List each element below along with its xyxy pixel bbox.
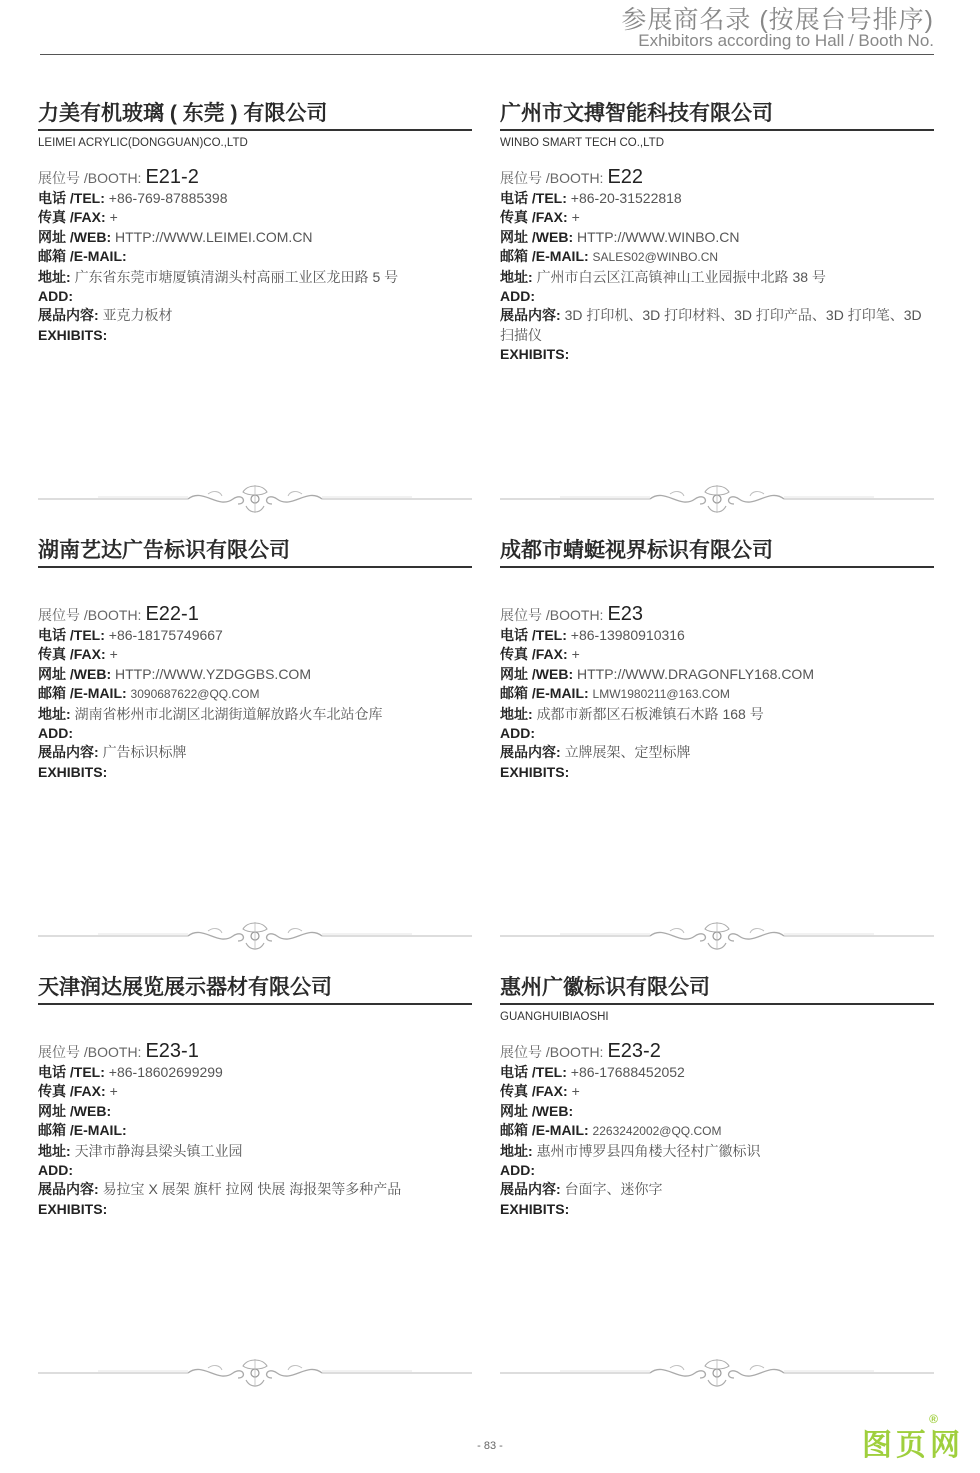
booth-number: E23 (607, 603, 644, 625)
exhibits-value: 立牌展架、定型标牌 (564, 744, 691, 761)
email-row (38, 247, 472, 267)
exhibits-value: 亚克力板材 (102, 307, 173, 324)
exhibits-en-label: EXHIBITS: (500, 1200, 570, 1217)
tel-row (500, 1063, 934, 1082)
ornament-divider-icon (38, 482, 472, 516)
fax-label: 传真 /FAX: (500, 209, 568, 226)
booth-number: E23-2 (607, 1040, 661, 1062)
booth-number: E21-2 (145, 166, 199, 188)
registered-mark: ® (929, 1412, 938, 1426)
fax-label: 传真 /FAX: (38, 646, 106, 663)
web-value: HTTP://WWW.DRAGONFLY168.COM (577, 665, 814, 682)
booth-label: 展位号 /BOOTH: (38, 170, 142, 186)
tel-label: 电话 /TEL: (38, 1064, 105, 1080)
page-number: - 83 - (477, 1440, 503, 1452)
email-value: SALES02@WINBO.CN (592, 250, 719, 265)
address-label: 地址: (38, 1142, 71, 1159)
web-row (500, 228, 934, 247)
exhibits-row (38, 1180, 472, 1199)
address-en-label: ADD: (38, 1162, 73, 1179)
address-en-label: ADD: (38, 725, 73, 742)
exhibits-row (500, 306, 934, 345)
exhibits-en-label: EXHIBITS: (500, 346, 570, 363)
fax-row (500, 645, 934, 664)
email-row (38, 684, 472, 704)
booth-number: E23-1 (145, 1040, 199, 1062)
email-value: 2263242002@QQ.COM (592, 1124, 722, 1139)
email-label: 邮箱 /E-MAIL: (500, 1122, 589, 1139)
company-name-en: GUANGHUIBIAOSHI (500, 1011, 609, 1023)
tel-value: +86-13980910316 (570, 627, 685, 643)
exhibits-row (500, 1180, 934, 1199)
email-label: 邮箱 /E-MAIL: (500, 248, 589, 265)
fax-value: + (109, 646, 118, 663)
address-row (38, 268, 472, 287)
address-value: 成都市新都区石板滩镇石木路 168 号 (536, 705, 764, 722)
exhibits-row (38, 743, 472, 762)
booth-label: 展位号 /BOOTH: (500, 170, 604, 186)
exhibits-en-label: EXHIBITS: (38, 1200, 108, 1217)
ornament-divider-icon (38, 919, 472, 953)
tel-row (500, 626, 934, 645)
web-label: 网址 /WEB: (500, 228, 574, 245)
address-label: 地址: (38, 705, 71, 722)
address-label: 地址: (500, 268, 533, 285)
address-row (38, 705, 472, 724)
fax-label: 传真 /FAX: (38, 1083, 106, 1100)
address-value: 广东省东莞市塘厦镇清湖头村高丽工业区龙田路 5 号 (74, 268, 399, 285)
address-label: 地址: (38, 268, 71, 285)
web-label: 网址 /WEB: (38, 228, 112, 245)
booth-number: E22-1 (145, 603, 199, 625)
email-label: 邮箱 /E-MAIL: (38, 248, 127, 265)
address-row (38, 1142, 472, 1161)
email-value: 3090687622@QQ.COM (130, 687, 260, 702)
header-subtitle: Exhibitors according to Hall / Booth No. (638, 31, 934, 50)
tel-label: 电话 /TEL: (500, 190, 567, 206)
address-label: 地址: (500, 705, 533, 722)
fax-row (38, 1082, 472, 1101)
web-label: 网址 /WEB: (500, 665, 574, 682)
company-name: 成都市蜻蜓视界标识有限公司 (500, 537, 934, 568)
tel-value: +86-17688452052 (570, 1064, 685, 1080)
web-label: 网址 /WEB: (38, 665, 112, 682)
tel-row (38, 189, 472, 208)
web-row (38, 665, 472, 684)
exhibits-value: 3D 打印机、3D 打印材料、3D 打印产品、3D 打印笔、3D 扫描仪 (500, 307, 922, 343)
booth-label: 展位号 /BOOTH: (500, 1044, 604, 1060)
exhibits-label: 展品内容: (500, 744, 561, 761)
tel-label: 电话 /TEL: (500, 1064, 567, 1080)
booth-label: 展位号 /BOOTH: (38, 1044, 142, 1060)
watermark-logo (862, 1412, 964, 1464)
exhibits-label: 展品内容: (38, 1181, 99, 1198)
tel-value: +86-20-31522818 (570, 190, 682, 206)
booth-row (500, 1039, 934, 1063)
exhibitor-card (38, 100, 472, 345)
tel-value: +86-18602699299 (108, 1064, 223, 1080)
ornament-divider-icon (500, 1356, 934, 1390)
web-row (38, 1102, 472, 1121)
exhibits-value: 台面字、迷你字 (564, 1181, 663, 1198)
fax-row (500, 1082, 934, 1101)
address-en-label: ADD: (500, 725, 535, 742)
exhibits-row (500, 743, 934, 762)
tel-label: 电话 /TEL: (500, 627, 567, 643)
address-value: 湖南省彬州市北湖区北湖街道解放路火车北站仓库 (74, 705, 383, 722)
web-label: 网址 /WEB: (500, 1102, 574, 1119)
exhibits-label: 展品内容: (500, 307, 561, 324)
company-name-en: LEIMEI ACRYLIC(DONGGUAN)CO.,LTD (38, 137, 248, 149)
booth-row (500, 602, 934, 626)
exhibitor-card (38, 974, 472, 1219)
address-row (500, 1142, 934, 1161)
company-name: 力美有机玻璃 ( 东莞 ) 有限公司 (38, 100, 472, 131)
exhibits-label: 展品内容: (38, 744, 99, 761)
tel-value: +86-769-87885398 (108, 190, 228, 206)
fax-label: 传真 /FAX: (500, 1083, 568, 1100)
company-name: 天津润达展览展示器材有限公司 (38, 974, 472, 1005)
header-title: 参展商名录 (按展台号排序) (621, 6, 934, 34)
fax-value: + (571, 209, 580, 226)
fax-row (500, 208, 934, 227)
tel-label: 电话 /TEL: (38, 627, 105, 643)
booth-row (38, 602, 472, 626)
tel-value: +86-18175749667 (108, 627, 223, 643)
exhibits-label: 展品内容: (38, 307, 99, 324)
tel-row (500, 189, 934, 208)
email-value: LMW1980211@163.COM (592, 687, 730, 702)
email-row (500, 247, 934, 267)
booth-label: 展位号 /BOOTH: (38, 607, 142, 623)
ornament-divider-icon (38, 1356, 472, 1390)
ornament-divider-icon (500, 482, 934, 516)
company-name: 惠州广徽标识有限公司 (500, 974, 934, 1005)
web-value: HTTP://WWW.LEIMEI.COM.CN (115, 228, 313, 245)
web-row (500, 1102, 934, 1121)
exhibitor-card (500, 537, 934, 782)
fax-value: + (109, 1083, 118, 1100)
fax-label: 传真 /FAX: (38, 209, 106, 226)
company-name-en (38, 1008, 472, 1026)
exhibitor-card (500, 974, 934, 1219)
email-label: 邮箱 /E-MAIL: (38, 685, 127, 702)
address-value: 广州市白云区江高镇神山工业园振中北路 38 号 (536, 268, 826, 285)
fax-label: 传真 /FAX: (500, 646, 568, 663)
exhibits-row (38, 306, 472, 325)
company-name: 广州市文搏智能科技有限公司 (500, 100, 934, 131)
email-row (500, 684, 934, 704)
email-row (500, 1121, 934, 1141)
exhibits-en-label: EXHIBITS: (38, 763, 108, 780)
company-name-en (38, 571, 472, 589)
web-value: HTTP://WWW.YZDGGBS.COM (115, 665, 311, 682)
web-row (500, 665, 934, 684)
address-label: 地址: (500, 1142, 533, 1159)
company-name-en: WINBO SMART TECH CO.,LTD (500, 137, 664, 149)
email-label: 邮箱 /E-MAIL: (500, 685, 589, 702)
fax-row (38, 645, 472, 664)
tel-row (38, 626, 472, 645)
address-en-label: ADD: (500, 288, 535, 305)
exhibits-value: 易拉宝 X 展架 旗杆 拉网 快展 海报架等多种产品 (102, 1181, 402, 1198)
ornament-divider-icon (500, 919, 934, 953)
email-row (38, 1121, 472, 1141)
web-row (38, 228, 472, 247)
address-row (500, 705, 934, 724)
company-name: 湖南艺达广告标识有限公司 (38, 537, 472, 568)
exhibitor-card (38, 537, 472, 782)
exhibits-en-label: EXHIBITS: (500, 763, 570, 780)
header-divider (40, 54, 934, 55)
web-label: 网址 /WEB: (38, 1102, 112, 1119)
booth-row (38, 1039, 472, 1063)
address-en-label: ADD: (38, 288, 73, 305)
web-value: HTTP://WWW.WINBO.CN (577, 228, 740, 245)
fax-value: + (571, 1083, 580, 1100)
exhibits-value: 广告标识标牌 (102, 744, 187, 761)
booth-row (38, 165, 472, 189)
address-en-label: ADD: (500, 1162, 535, 1179)
tel-label: 电话 /TEL: (38, 190, 105, 206)
exhibits-en-label: EXHIBITS: (38, 326, 108, 343)
address-row (500, 268, 934, 287)
fax-row (38, 208, 472, 227)
company-name-en (500, 571, 934, 589)
watermark-text: 图页网 (862, 1429, 964, 1462)
booth-row (500, 165, 934, 189)
address-value: 惠州市博罗县四角楼大径村广徽标识 (536, 1142, 761, 1159)
fax-value: + (571, 646, 580, 663)
tel-row (38, 1063, 472, 1082)
booth-number: E22 (607, 166, 644, 188)
email-label: 邮箱 /E-MAIL: (38, 1122, 127, 1139)
address-value: 天津市静海县梁头镇工业园 (74, 1142, 243, 1159)
booth-label: 展位号 /BOOTH: (500, 607, 604, 623)
fax-value: + (109, 209, 118, 226)
exhibits-label: 展品内容: (500, 1181, 561, 1198)
exhibitor-card (500, 100, 934, 365)
